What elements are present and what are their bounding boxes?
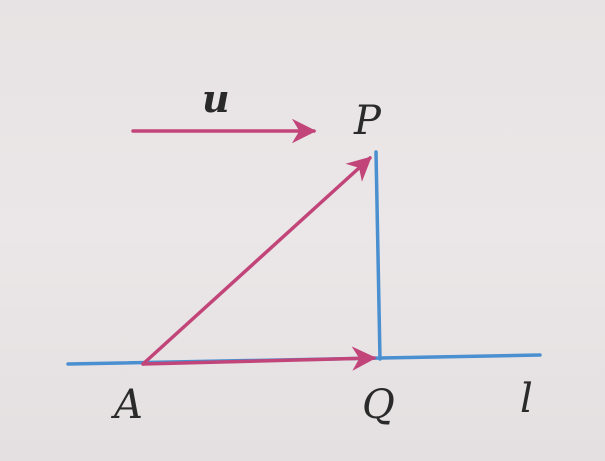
vector-ap xyxy=(143,158,370,364)
label-line-l: l xyxy=(520,376,533,422)
label-point-a: A xyxy=(114,382,143,428)
label-point-q: Q xyxy=(362,382,395,428)
segment-pq xyxy=(376,152,380,359)
label-vector-u: u xyxy=(202,76,230,121)
label-point-p: P xyxy=(354,98,381,144)
